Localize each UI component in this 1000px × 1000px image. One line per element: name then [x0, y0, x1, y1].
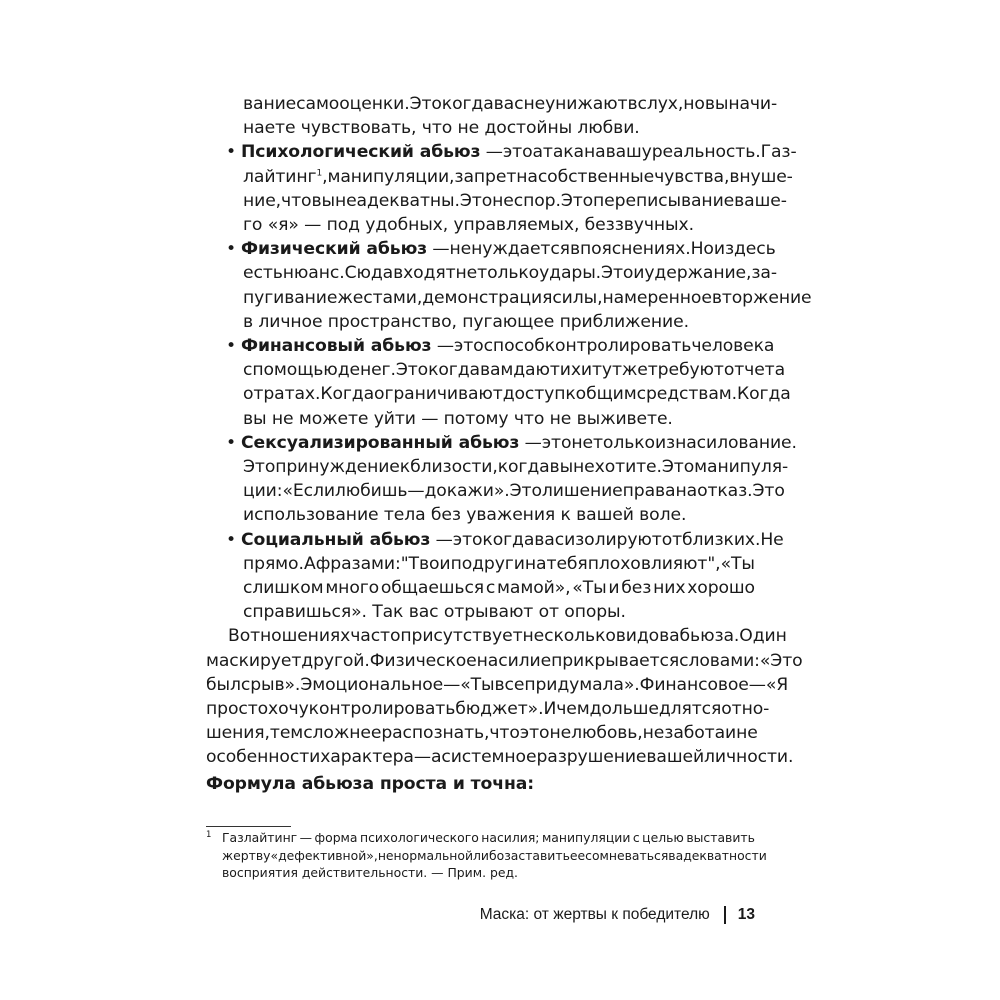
text-line: Это принуждение к близости, когда вы не хотите. Это манипуля-	[243, 457, 789, 478]
page-number: 13	[737, 906, 755, 923]
text-line: в личное пространство, пугающее приближение.	[243, 311, 689, 332]
text-line: лайтинг$^1$ , манипуляции, запрет на собственные чувства, внуше-	[243, 166, 793, 187]
text-line: справишься». Так вас отрывают от опоры.	[243, 602, 626, 623]
list-item-financial-abuse: • Финансовый абьюз — это способ контролировать человека	[206, 334, 755, 358]
book-title: Маска: от жертвы к победителю	[479, 906, 710, 923]
paragraph-line: просто хочу контролировать бюджет». И чем дольше длятся отно-	[206, 699, 770, 720]
bullet-icon: •	[226, 336, 237, 357]
paragraph-line: был срыв». Эмоциональное — «Ты все придумала». Финансовое — «Я	[206, 674, 789, 695]
list-item-physical-abuse: • Физический абьюз — не нуждается в пояснениях. Но и здесь	[206, 237, 755, 261]
list-item-sexualized-abuse: • Сексуализированный абьюз — это не только изнасилование.	[206, 431, 755, 455]
bullet-icon: •	[226, 239, 237, 260]
term-financial-abuse: Финансовый абьюз	[241, 336, 432, 357]
text-line: ние, что вы неадекватны. Это не спор. Это переписывание ваше-	[243, 190, 787, 211]
text-line: прямо. А фразами: "Твои подруги на тебя плохо влияют", «Ты	[243, 553, 755, 574]
list-item-social-abuse: • Социальный абьюз — это когда вас изолируют от близких. Не	[206, 528, 755, 552]
bullet-icon: •	[226, 529, 237, 550]
body-text	[206, 92, 812, 796]
term-sexualized-abuse: Сексуализированный абьюз	[241, 432, 520, 453]
text-line: пугивание жестами, демонстрация силы, намеренное вторжение	[243, 287, 812, 308]
text-line: есть нюанс. Сюда входят не только удары. Это и удержание, за-	[243, 263, 777, 284]
footnote-line: Газлайтинг — форма психологического насилия; манипуляции с целью выставить	[222, 830, 755, 845]
footnote-line: жертву «дефективной», ненормальной либо заставить ее сомневаться в адекватности	[222, 847, 767, 863]
footnote-line: восприятия действительности. — Прим. ред.	[222, 865, 518, 881]
text-line: наете чувствовать, что не достойны любви.	[243, 118, 640, 139]
text-line: вание самооценки. Это когда вас не унижают вслух, но вы начи-	[243, 94, 778, 114]
paragraph-line: шения, тем сложнее распознать, что это не любовь, не забота и не	[206, 723, 758, 744]
bullet-icon: •	[226, 432, 237, 453]
paragraph-line: особенности характера — а системное разрушение вашей личности.	[206, 747, 794, 768]
text-line: использование тела без уважения к вашей воле.	[243, 505, 687, 526]
text-line: о тратах. Когда ограничивают доступ к общим средствам. Когда	[243, 384, 791, 405]
footnote-reference: 1	[316, 167, 323, 178]
text-line: слишком много общаешься с мамой», «Ты и без них хорошо	[243, 578, 755, 599]
bullet-icon: •	[226, 142, 237, 163]
text-line: ции: «Если любишь — докажи». Это лишение права на отказ. Это	[243, 481, 785, 502]
footnote	[206, 829, 767, 882]
text-line: с помощью денег. Это когда вам дают их и тут же требуют отчета	[243, 360, 786, 381]
footnote-divider	[206, 826, 291, 827]
paragraph-line: маскирует другой. Физическое насилие прикрывается словами: «Это	[206, 650, 803, 671]
running-footer	[480, 906, 755, 924]
term-physical-abuse: Физический абьюз	[241, 239, 428, 260]
footer-separator	[724, 906, 726, 924]
footnote-number: 1	[206, 830, 212, 840]
term-psychological-abuse: Психологический абьюз	[241, 142, 481, 163]
term-social-abuse: Социальный абьюз	[241, 529, 431, 550]
list-item-psychological-abuse: • Психологический абьюз — это атака на вашу реальность. Газ-	[206, 140, 755, 164]
text-line: вы не можете уйти — потому что не выживете.	[243, 408, 673, 429]
text-line: го «я» — под удобных, управляемых, беззвучных.	[243, 215, 694, 236]
paragraph-line: В отношениях часто присутствует несколько видов абьюза. Один	[228, 626, 787, 647]
subheading: Формула абьюза проста и точна:	[206, 773, 534, 794]
